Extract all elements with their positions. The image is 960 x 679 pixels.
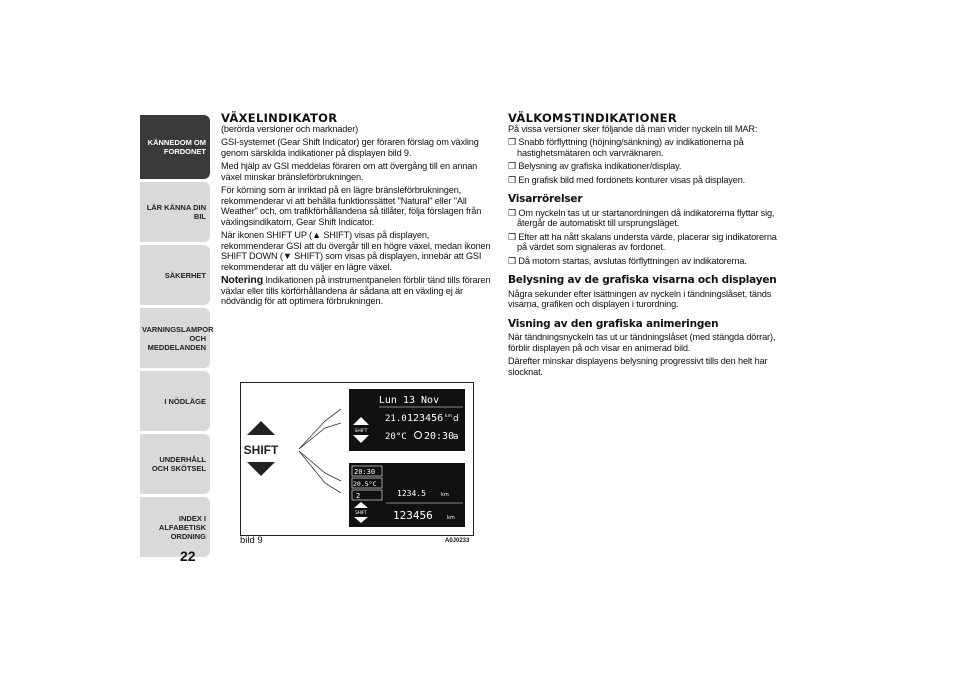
section-title: VÄLKOMSTINDIKATIONER	[508, 111, 677, 125]
tab-label: VARNINGSLAMPOR OCH MEDDELANDEN	[142, 324, 214, 352]
display-temp1: 21.0	[385, 414, 407, 424]
list-item: ❒ Belysning av grafiska indikationer/display.	[508, 161, 682, 171]
shift-down-arrow-icon	[247, 462, 275, 476]
list-item: ❒ Efter att ha nått skalans understa värde, placerar sig indikatorerna på värdet som signaleras av fordonet.	[508, 231, 777, 252]
display-b-temp: 20.5°C	[353, 480, 377, 488]
checkbox-bullet-icon: ❒	[508, 207, 516, 218]
paragraph: Med hjälp av GSI meddelas föraren om att övergång till en annan växel minskar bränsleförbrukningen.	[221, 161, 478, 182]
left-column	[221, 113, 493, 310]
tab-label: SÄKERHET	[164, 270, 206, 280]
note-text: Indikationen på instrumentpanelen förblir tänd tills föraren växlar eller tills körförhållandena är sådana att en växling ej är nödvändig för att optimera förbrukningen.	[221, 275, 491, 306]
figure-caption: bild 9	[240, 535, 263, 546]
tab-kannedom[interactable]	[140, 115, 210, 179]
tab-label: INDEX I ALFABETISK ORDNING	[158, 513, 206, 541]
right-column	[508, 113, 778, 380]
display-odometer: 123456	[407, 413, 444, 424]
checkbox-bullet-icon: ❒	[508, 231, 516, 242]
display-b-gear: 2	[356, 492, 361, 500]
display-b-odometer: 123456	[393, 509, 433, 522]
display-temp2: 20°C	[385, 432, 407, 442]
paragraph: När tändningsnyckeln tas ut ur tändningslåset (med stängda dörrar), förblir displayen på och visar en animerad bild.	[508, 332, 776, 353]
subheading: Visning av den grafiska animeringen	[508, 317, 719, 330]
display-unit: km	[445, 414, 452, 419]
section-title: VÄXELINDIKATOR	[221, 111, 338, 125]
subheading: Belysning av de grafiska visarna och displayen	[508, 274, 777, 286]
display-b-odo-unit: km	[447, 515, 455, 521]
display-time: 20:30	[424, 431, 455, 442]
tab-index[interactable]	[140, 497, 210, 557]
tab-underhall[interactable]	[140, 434, 210, 494]
paragraph: När ikonen SHIFT UP (▲ SHIFT) visas på displayen, rekommenderar GSI att du övergår till en högre växel, medan ikonen SHIFT DOWN (▼ SHIFT) som visas på displayen, innebär att GSI rekommenderar att du väljer en lägre växel.	[221, 230, 491, 272]
paragraph: GSI-systemet (Gear Shift Indicator) ger föraren förslag om växling genom särskilda indikationer på displayen bild 9.	[221, 137, 479, 158]
list-item: ❒ Snabb förflyttning (höjning/sänkning) av indikationerna på hastighetsmätaren och varvräknaren.	[508, 137, 744, 158]
tab-label: UNDERHÅLL OCH SKÖTSEL	[151, 455, 206, 473]
checkbox-bullet-icon: ❒	[508, 161, 516, 171]
note	[221, 275, 493, 307]
tab-varningslampor[interactable]	[140, 308, 214, 368]
display-shift-label: SHIFT	[354, 429, 368, 434]
tab-sakerhet[interactable]	[140, 245, 210, 305]
list-item: ❒ Då motorn startas, avslutas förflyttningen av indikatorerna.	[508, 255, 747, 266]
chapter-tabs	[140, 115, 214, 560]
page-number: 22	[180, 548, 196, 564]
tab-nodlage[interactable]	[140, 371, 210, 431]
display-b-trip: 1234.5	[397, 489, 426, 498]
pointer-line	[299, 451, 341, 493]
section-subtitle: (berörda versioner och marknader)	[221, 123, 359, 134]
pointer-line	[299, 409, 341, 449]
tab-label: LÄR KÄNNA DIN BIL	[146, 203, 206, 221]
tab-label: I NÖDLÄGE	[164, 396, 206, 406]
subheading: Visarrörelser	[508, 193, 583, 205]
figure-shift-indicator	[240, 382, 474, 536]
figure-code: A0J0233	[445, 538, 470, 544]
note-label: Notering	[221, 274, 263, 286]
shift-label: SHIFT	[243, 443, 279, 457]
tab-label: KÄNNEDOM OM FORDONET	[147, 138, 206, 156]
display-b-shift-label: SHIFT	[355, 510, 367, 515]
paragraph: Därefter minskar displayens belysning progressivt tills den helt har slocknat.	[508, 356, 768, 377]
checkbox-bullet-icon: ❒	[508, 137, 516, 147]
checkbox-bullet-icon: ❒	[508, 174, 516, 185]
paragraph: Några sekunder efter isättningen av nyckeln i tändningslåset, tänds visarna, grafiken och displayen i turordning.	[508, 288, 772, 309]
tab-lar-kanna[interactable]	[140, 182, 210, 242]
list-item: ❒ Om nyckeln tas ut ur startanordningen då indikatorerna flyttar sig, återgår de automatiskt till ursprungsläget.	[508, 207, 775, 228]
display-mode: a	[453, 432, 459, 442]
display-gear: d	[453, 414, 459, 424]
display-b-trip-unit: km	[441, 492, 449, 498]
checkbox-bullet-icon: ❒	[508, 255, 516, 266]
shift-indicator-illustration	[241, 383, 473, 535]
list-item: ❒ En grafisk bild med fordonets konturer visas på displayen.	[508, 174, 746, 185]
paragraph: På vissa versioner sker följande då man vrider nyckeln till MAR:	[508, 123, 758, 134]
display-b-time: 20:30	[354, 468, 376, 476]
paragraph: För körning som är inriktad på en lägre bränsleförbrukningen, rekommenderar vi att behålla funktionssättet "Natural" eller "All Weather" och, om trafikförhållandena så tillåter, följa förslagen från växlingsindikatorn, Gear Shift Indicator.	[221, 185, 482, 227]
shift-up-arrow-icon	[247, 421, 275, 435]
display-date: Lun 13 Nov	[378, 395, 440, 406]
